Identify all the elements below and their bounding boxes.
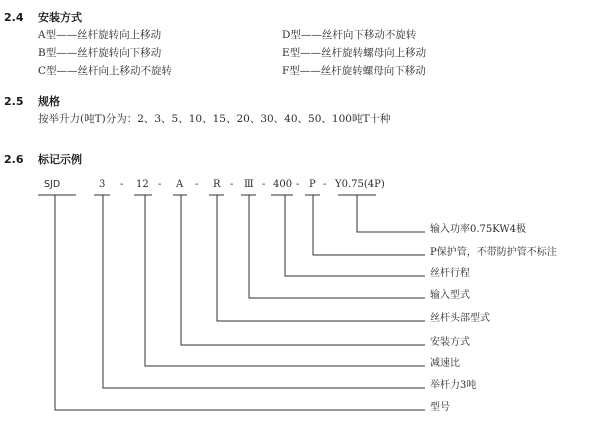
label-protect-tube: P保护管，不带防护管不标注 xyxy=(430,247,557,258)
code-install: A xyxy=(176,179,184,190)
code-sep-6: - xyxy=(296,179,300,190)
install-type-e: E型——丝杆旋转螺母向上移动 xyxy=(282,47,427,59)
leader-stroke xyxy=(285,195,425,276)
code-input: Ⅲ xyxy=(244,179,254,190)
code-motor: Y0.75(4P) xyxy=(335,179,385,190)
label-model: 型号 xyxy=(430,402,450,413)
section-number-2-4: 2.4 xyxy=(4,11,24,24)
section-number-2-6: 2.6 xyxy=(4,153,24,166)
leader-force xyxy=(103,195,425,388)
label-head-type: 丝杆头部型式 xyxy=(430,313,490,324)
label-input-type: 输入型式 xyxy=(430,290,470,301)
label-install-mode: 安装方式 xyxy=(430,337,470,348)
section-number-2-5: 2.5 xyxy=(4,95,24,108)
code-sep-5: - xyxy=(262,179,266,190)
spec-text: 按举升力(吨T)分为：2、3、5、10、15、20、30、40、50、100吨T十种 xyxy=(38,113,391,125)
install-type-c: C型——丝杆向上移动不旋转 xyxy=(38,65,173,77)
code-ratio: 12 xyxy=(136,179,149,190)
code-sep-7: - xyxy=(323,179,327,190)
label-lift-force: 举杆力3吨 xyxy=(430,380,477,391)
install-type-d: D型——丝杆向下移动不旋转 xyxy=(282,29,417,41)
code-sep-3: - xyxy=(195,179,199,190)
code-force: 3 xyxy=(99,179,106,190)
leader-input xyxy=(249,195,425,298)
install-type-b: B型——丝杆旋转向下移动 xyxy=(38,47,162,59)
leader-head xyxy=(217,195,425,321)
leader-model xyxy=(55,195,425,410)
leader-protect xyxy=(313,195,425,255)
label-motor-power: 输入功率0.75KW4极 xyxy=(430,224,527,235)
code-head: R xyxy=(213,179,221,190)
label-ratio: 减速比 xyxy=(430,358,460,369)
label-screw-stroke: 丝杆行程 xyxy=(430,268,470,279)
code-model: SJD xyxy=(44,179,61,190)
install-type-f: F型——丝杆旋转螺母向下移动 xyxy=(282,65,426,77)
code-sep-4: - xyxy=(230,179,234,190)
section-title-spec: 规格 xyxy=(38,95,60,108)
install-type-a: A型——丝杆旋转向上移动 xyxy=(38,29,162,41)
section-title-marking: 标记示例 xyxy=(38,153,82,166)
code-stroke: 400 xyxy=(273,179,293,190)
leader-motor xyxy=(357,195,425,232)
leader-install xyxy=(181,195,425,345)
code-sep-2: - xyxy=(158,179,162,190)
code-sep-1: - xyxy=(120,179,124,190)
section-title-install: 安装方式 xyxy=(38,11,82,24)
code-protect: P xyxy=(309,179,316,190)
